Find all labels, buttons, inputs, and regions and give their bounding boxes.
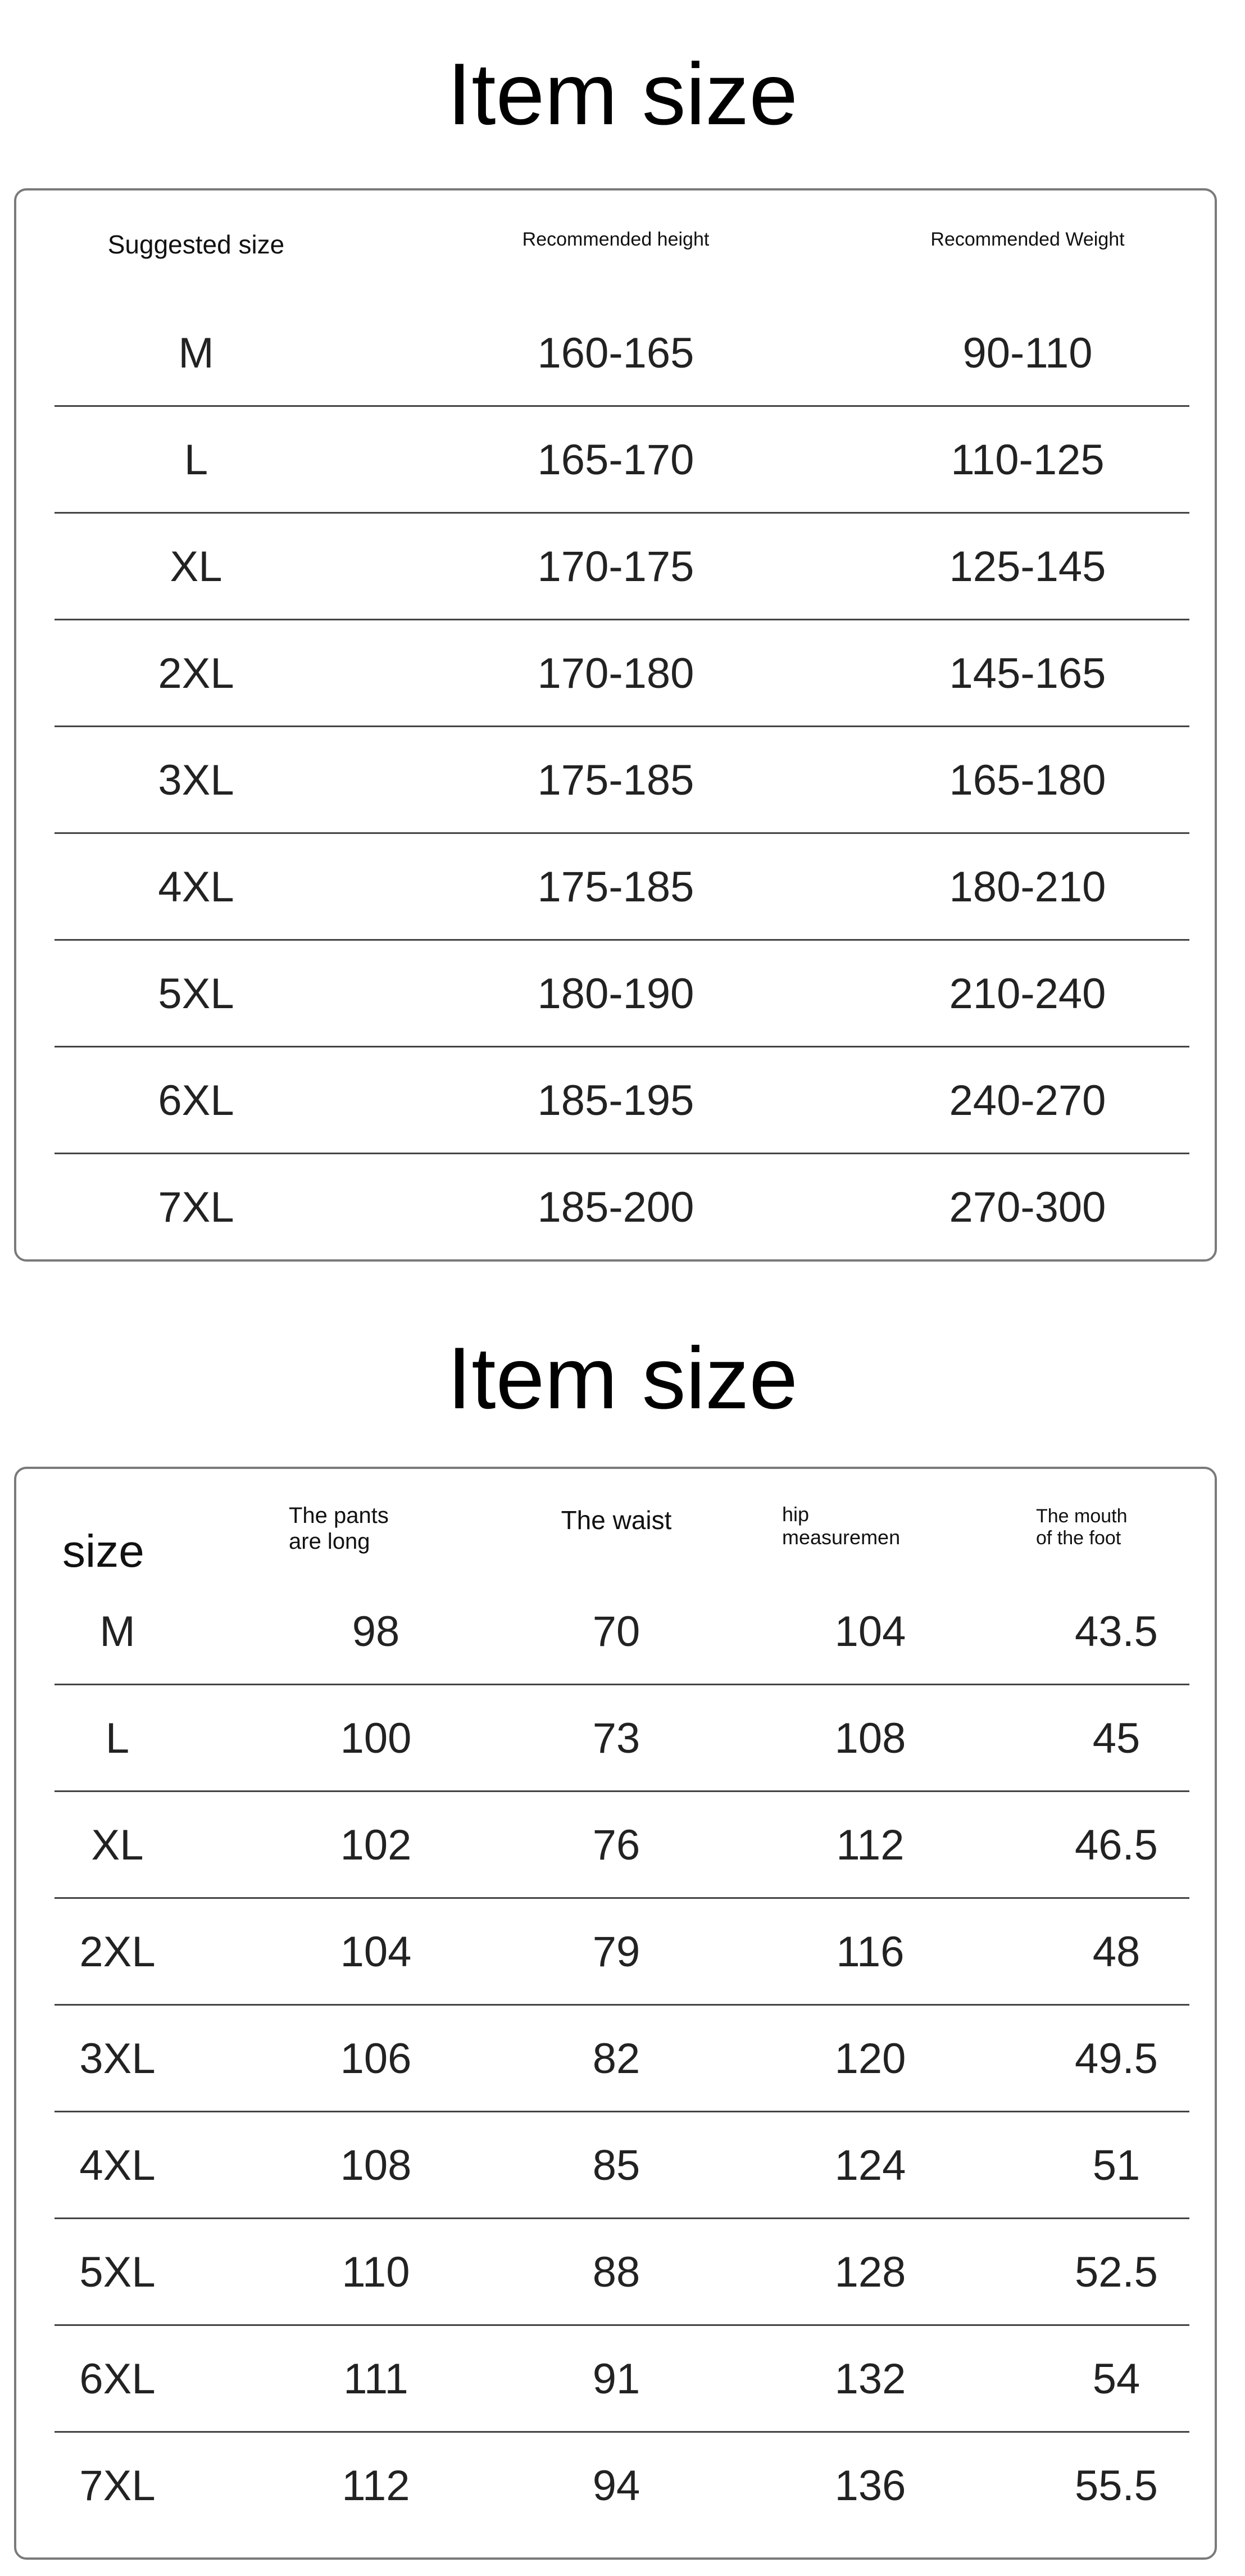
- column-header: Recommended Weight: [930, 229, 1125, 250]
- table-cell: 90-110: [962, 329, 1093, 377]
- table-cell: 175-185: [537, 863, 694, 911]
- size-cell: M: [99, 1608, 135, 1656]
- table-cell: 54: [1092, 2355, 1141, 2403]
- row-divider: [54, 939, 1189, 941]
- table-cell: 91: [592, 2355, 640, 2403]
- table-cell: 165-180: [949, 756, 1106, 804]
- table-cell: 110: [342, 2248, 410, 2296]
- size-cell: 7XL: [79, 2462, 156, 2510]
- row-divider: [54, 1897, 1189, 1899]
- table-cell: 104: [340, 1928, 412, 1976]
- table-cell: 102: [340, 1821, 412, 1869]
- table-cell: 165-170: [537, 436, 694, 484]
- column-header: hip measuremen: [782, 1503, 901, 1549]
- size-cell: 4XL: [79, 2142, 156, 2189]
- size-cell: 2XL: [158, 650, 234, 697]
- table-cell: 46.5: [1075, 1821, 1158, 1869]
- table-cell: 185-195: [537, 1077, 694, 1124]
- row-divider: [54, 2111, 1189, 2112]
- column-header: Recommended height: [522, 229, 710, 250]
- table-cell: 98: [352, 1608, 400, 1656]
- table-cell: 185-200: [537, 1183, 694, 1231]
- table-cell: 49.5: [1075, 2035, 1158, 2083]
- table-cell: 100: [340, 1715, 412, 1762]
- row-divider: [54, 619, 1189, 620]
- table-cell: 73: [592, 1715, 640, 1762]
- table-cell: 116: [836, 1928, 905, 1976]
- table-cell: 85: [592, 2142, 640, 2189]
- column-header: The mouth of the foot: [1036, 1505, 1128, 1549]
- table-cell: 160-165: [537, 329, 694, 377]
- size-cell: 2XL: [79, 1928, 156, 1976]
- table-cell: 79: [592, 1928, 640, 1976]
- table-cell: 210-240: [949, 970, 1106, 1018]
- table-cell: 132: [834, 2355, 906, 2403]
- size-cell: 3XL: [158, 756, 234, 804]
- table-cell: 94: [592, 2462, 640, 2510]
- row-divider: [54, 1790, 1189, 1792]
- row-divider: [54, 512, 1189, 514]
- table-cell: 52.5: [1075, 2248, 1158, 2296]
- column-header: Suggested size: [107, 230, 285, 259]
- table-cell: 112: [836, 1821, 905, 1869]
- table-cell: 110-125: [951, 436, 1105, 484]
- size-cell: L: [105, 1715, 130, 1762]
- table-cell: 136: [834, 2462, 906, 2510]
- table-cell: 128: [834, 2248, 906, 2296]
- table-cell: 145-165: [949, 650, 1106, 697]
- table-cell: 88: [592, 2248, 640, 2296]
- table-cell: 112: [342, 2462, 410, 2510]
- row-divider: [54, 2217, 1189, 2219]
- table-cell: 45: [1092, 1715, 1141, 1762]
- size-cell: M: [178, 329, 214, 377]
- table-cell: 124: [834, 2142, 906, 2189]
- size-cell: 6XL: [79, 2355, 156, 2403]
- column-header: The pants are long: [289, 1503, 389, 1554]
- table-cell: 240-270: [949, 1077, 1106, 1124]
- table-cell: 43.5: [1075, 1608, 1158, 1656]
- table-cell: 48: [1092, 1928, 1141, 1976]
- column-header: The waist: [561, 1505, 672, 1535]
- table-cell: 180-210: [949, 863, 1106, 911]
- table-cell: 104: [834, 1608, 906, 1656]
- size-cell: 5XL: [79, 2248, 156, 2296]
- table-cell: 125-145: [949, 543, 1106, 591]
- row-divider: [54, 2324, 1189, 2326]
- size-cell: 7XL: [158, 1183, 234, 1231]
- size-cell: 5XL: [158, 970, 234, 1018]
- table-cell: 120: [834, 2035, 906, 2083]
- table-cell: 170-180: [537, 650, 694, 697]
- row-divider: [54, 2431, 1189, 2433]
- table-cell: 108: [340, 2142, 412, 2189]
- table-cell: 270-300: [949, 1183, 1106, 1231]
- table-cell: 51: [1092, 2142, 1141, 2189]
- table-cell: 170-175: [537, 543, 694, 591]
- size-cell: 4XL: [158, 863, 234, 911]
- size-cell: XL: [91, 1821, 144, 1869]
- table-cell: 55.5: [1075, 2462, 1158, 2510]
- row-divider: [54, 2004, 1189, 2006]
- row-divider: [54, 1684, 1189, 1685]
- table-cell: 70: [592, 1608, 640, 1656]
- row-divider: [54, 405, 1189, 407]
- row-divider: [54, 725, 1189, 727]
- size-chart-title: Item size: [447, 46, 798, 143]
- table-cell: 180-190: [537, 970, 694, 1018]
- table-cell: 82: [592, 2035, 640, 2083]
- measurement-chart-title: Item size: [447, 1330, 798, 1427]
- recommended-size-table: [14, 188, 1217, 1262]
- table-cell: 175-185: [537, 756, 694, 804]
- measurement-size-table: [14, 1467, 1217, 2560]
- row-divider: [54, 1153, 1189, 1154]
- table-cell: 111: [343, 2355, 408, 2403]
- table-cell: 76: [592, 1821, 640, 1869]
- size-cell: 6XL: [158, 1077, 234, 1124]
- row-divider: [54, 832, 1189, 834]
- column-header: size: [62, 1526, 144, 1577]
- size-cell: 3XL: [79, 2035, 156, 2083]
- row-divider: [54, 1046, 1189, 1047]
- table-cell: 108: [834, 1715, 906, 1762]
- size-cell: L: [184, 436, 208, 484]
- table-cell: 106: [340, 2035, 412, 2083]
- size-cell: XL: [170, 543, 222, 591]
